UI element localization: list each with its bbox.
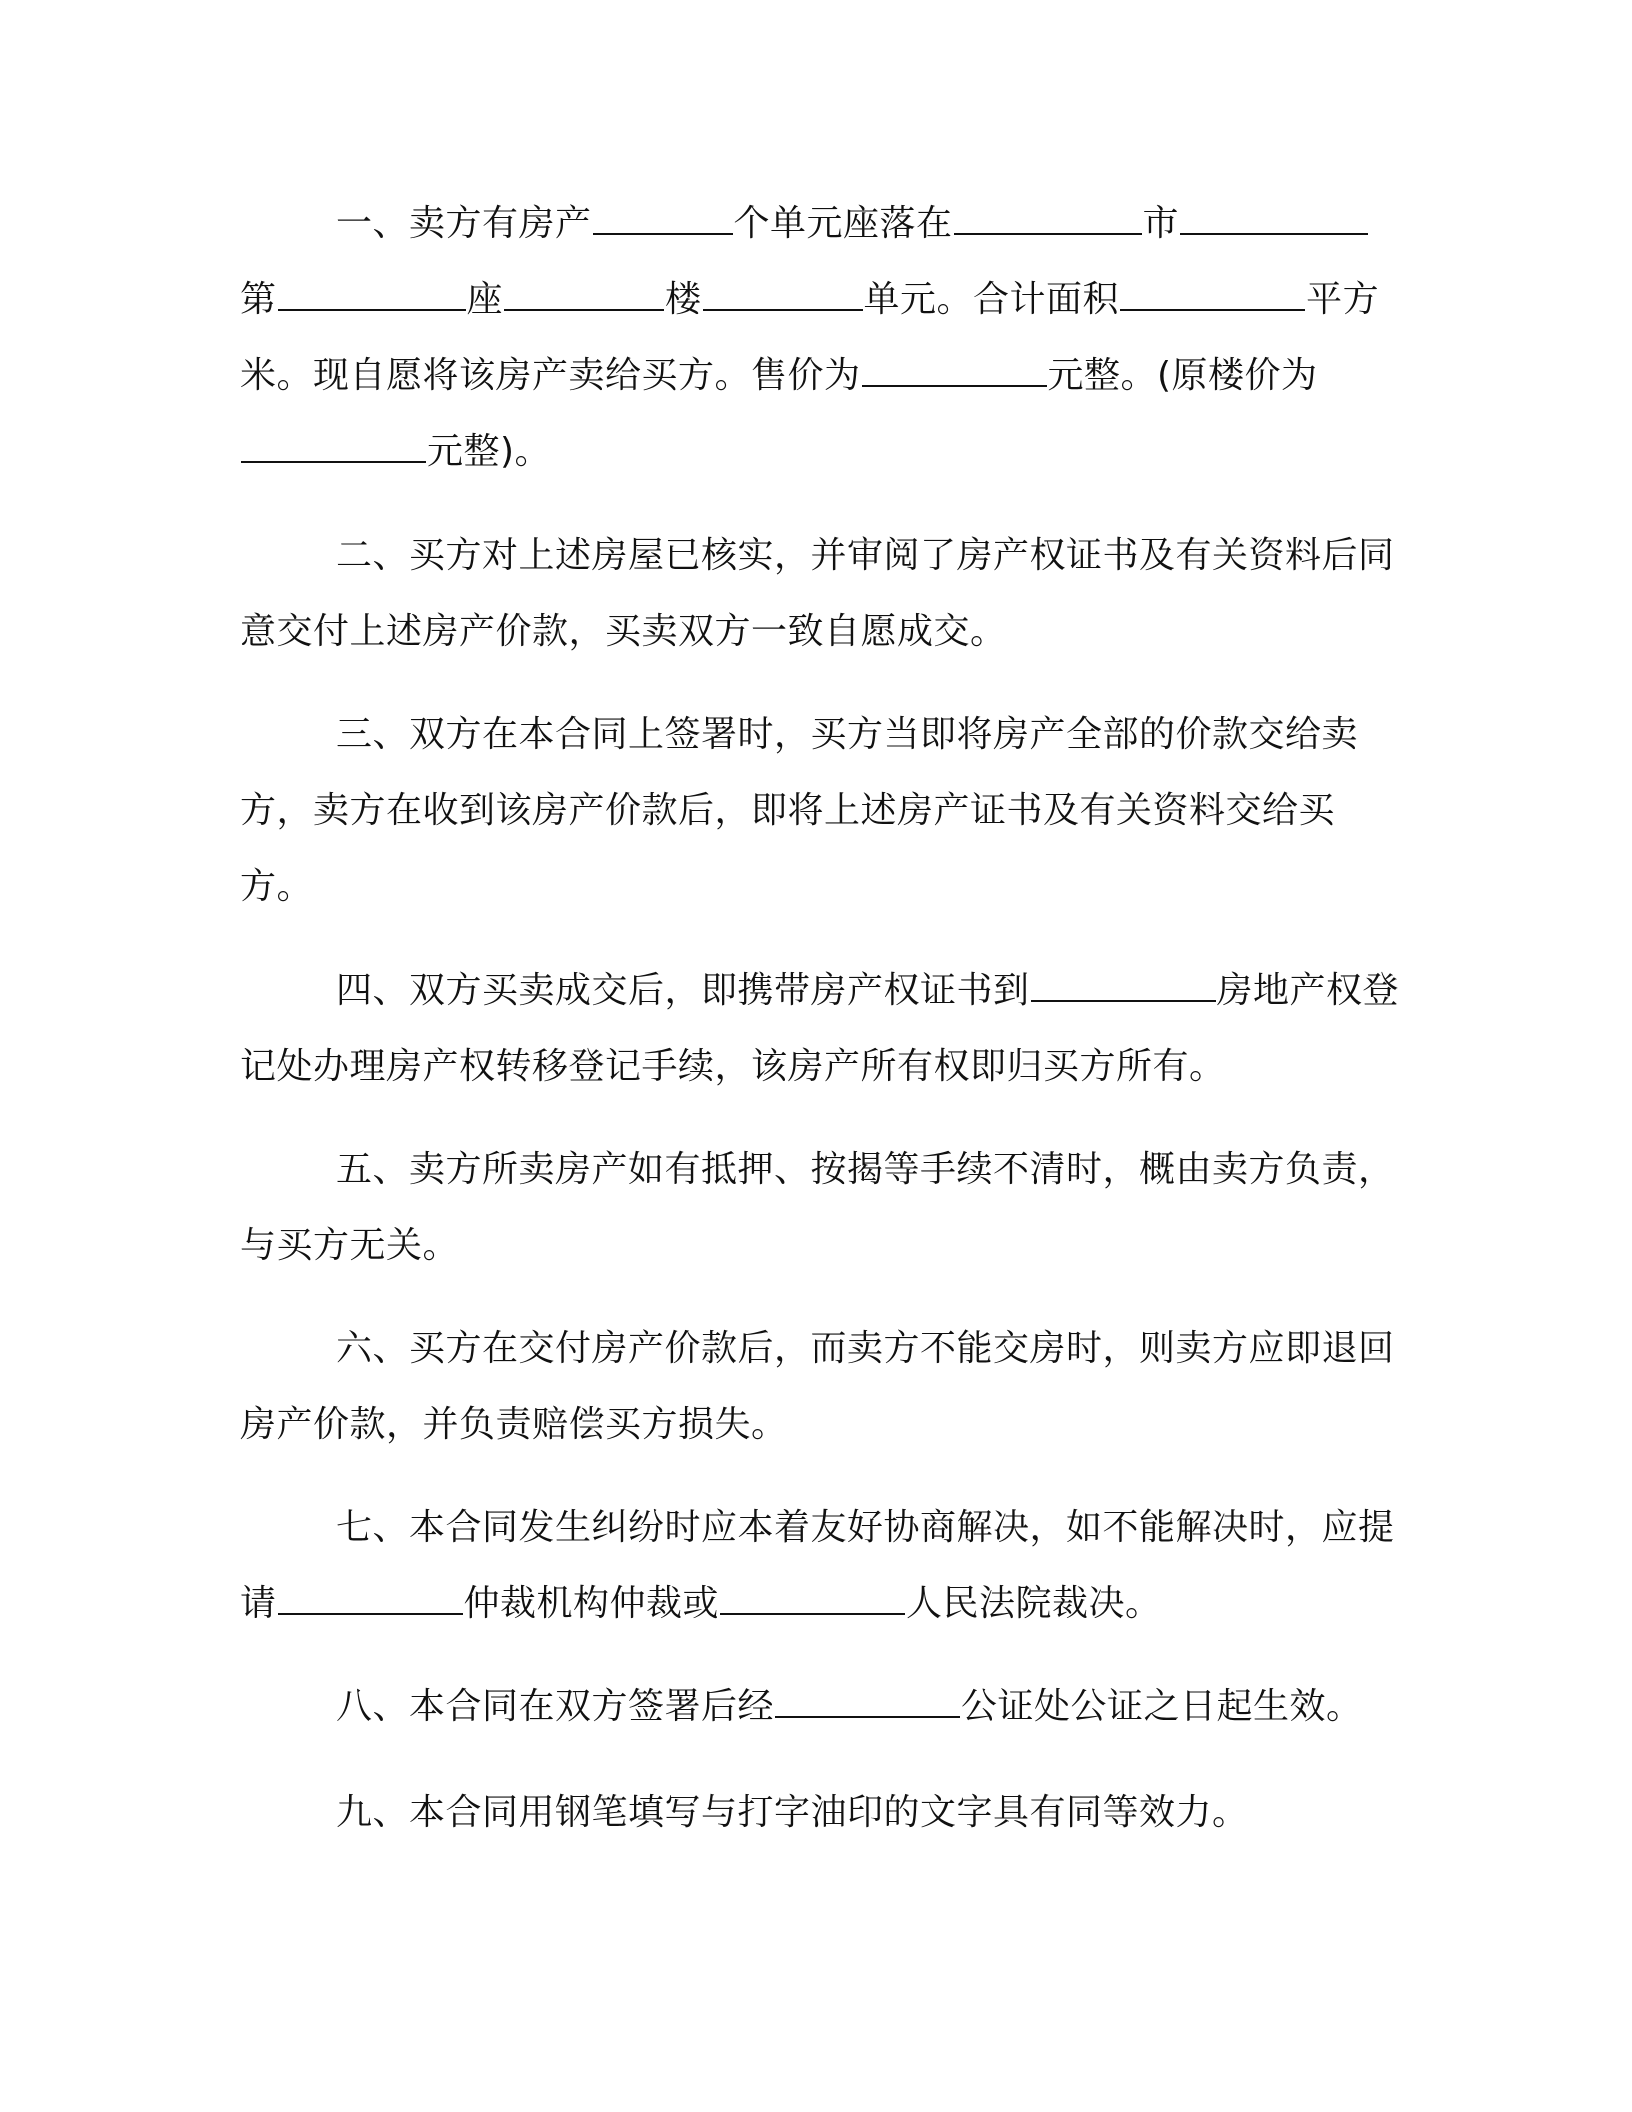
clause-1-text-a: 一、卖方有房产 xyxy=(336,203,592,244)
clause-1-text-e: 座 xyxy=(466,279,504,320)
clause-5: 五、卖方所卖房产如有抵押、按揭等手续不清时，概由卖方负责，与买方无关。 xyxy=(240,1149,1395,1266)
blank-unit xyxy=(703,279,863,311)
clause-7-text-b: 仲裁机构仲裁或 xyxy=(463,1583,720,1624)
clause-8 xyxy=(240,1669,1400,1745)
blank-court xyxy=(720,1583,905,1615)
blank-price xyxy=(862,355,1047,387)
blank-city xyxy=(954,203,1142,235)
blank-block xyxy=(278,279,466,311)
clause-4 xyxy=(240,953,1400,1105)
clause-8-text-a: 八、本合同在双方签署后经 xyxy=(336,1686,775,1727)
clause-2: 二、买方对上述房屋已核实，并审阅了房产权证书及有关资料后同意交付上述房产价款，买卖双方一致自愿成交。 xyxy=(240,535,1395,652)
blank-original-price xyxy=(241,431,426,463)
clause-9: 九、本合同用钢笔填写与打字油印的文字具有同等效力。 xyxy=(336,1792,1249,1833)
clause-1-text-b: 个单元座落在 xyxy=(733,203,953,244)
clause-1-text-c: 市 xyxy=(1142,203,1180,244)
clause-1 xyxy=(240,186,1400,490)
blank-notary-office xyxy=(775,1686,960,1718)
clause-1-text-d: 第 xyxy=(240,279,277,320)
clause-7 xyxy=(240,1490,1400,1642)
blank-area xyxy=(1120,279,1305,311)
clause-1-text-f: 楼 xyxy=(665,279,702,320)
clause-8-text-b: 公证处公证之日起生效。 xyxy=(961,1686,1363,1727)
clause-4-text-a: 四、双方买卖成交后，即携带房产权证书到 xyxy=(336,970,1030,1011)
blank-registry-location xyxy=(1031,970,1216,1002)
blank-arbitration-body xyxy=(278,1583,463,1615)
blank-unit-count xyxy=(593,203,733,235)
blank-district xyxy=(1180,203,1368,235)
clause-7-text-a: 七、本合同发生纠纷时应本着友好协商解决，如不能解决时，应提请 xyxy=(240,1507,1395,1624)
clause-1-text-i: 元整。(原楼价为 xyxy=(1047,355,1318,396)
blank-building xyxy=(504,279,664,311)
clause-1-text-g: 单元。合计面积 xyxy=(863,279,1120,320)
clause-4-text-b: 房地产权登记处办理房产权转移登记手续，该房产所有权即归买方所有。 xyxy=(240,970,1400,1087)
clause-7-text-c: 人民法院裁决。 xyxy=(906,1583,1162,1624)
clause-1-text-h: 平方米。现自愿将该房产卖给买方。售价为 xyxy=(240,279,1380,396)
clause-3: 三、双方在本合同上签署时，买方当即将房产全部的价款交给卖方，卖方在收到该房产价款后，即将上述房产证书及有关资料交给买方。 xyxy=(240,714,1359,907)
clause-1-text-j: 元整)。 xyxy=(427,431,552,472)
clause-6: 六、买方在交付房产价款后，而卖方不能交房时，则卖方应即退回房产价款，并负责赔偿买方损失。 xyxy=(240,1328,1395,1445)
